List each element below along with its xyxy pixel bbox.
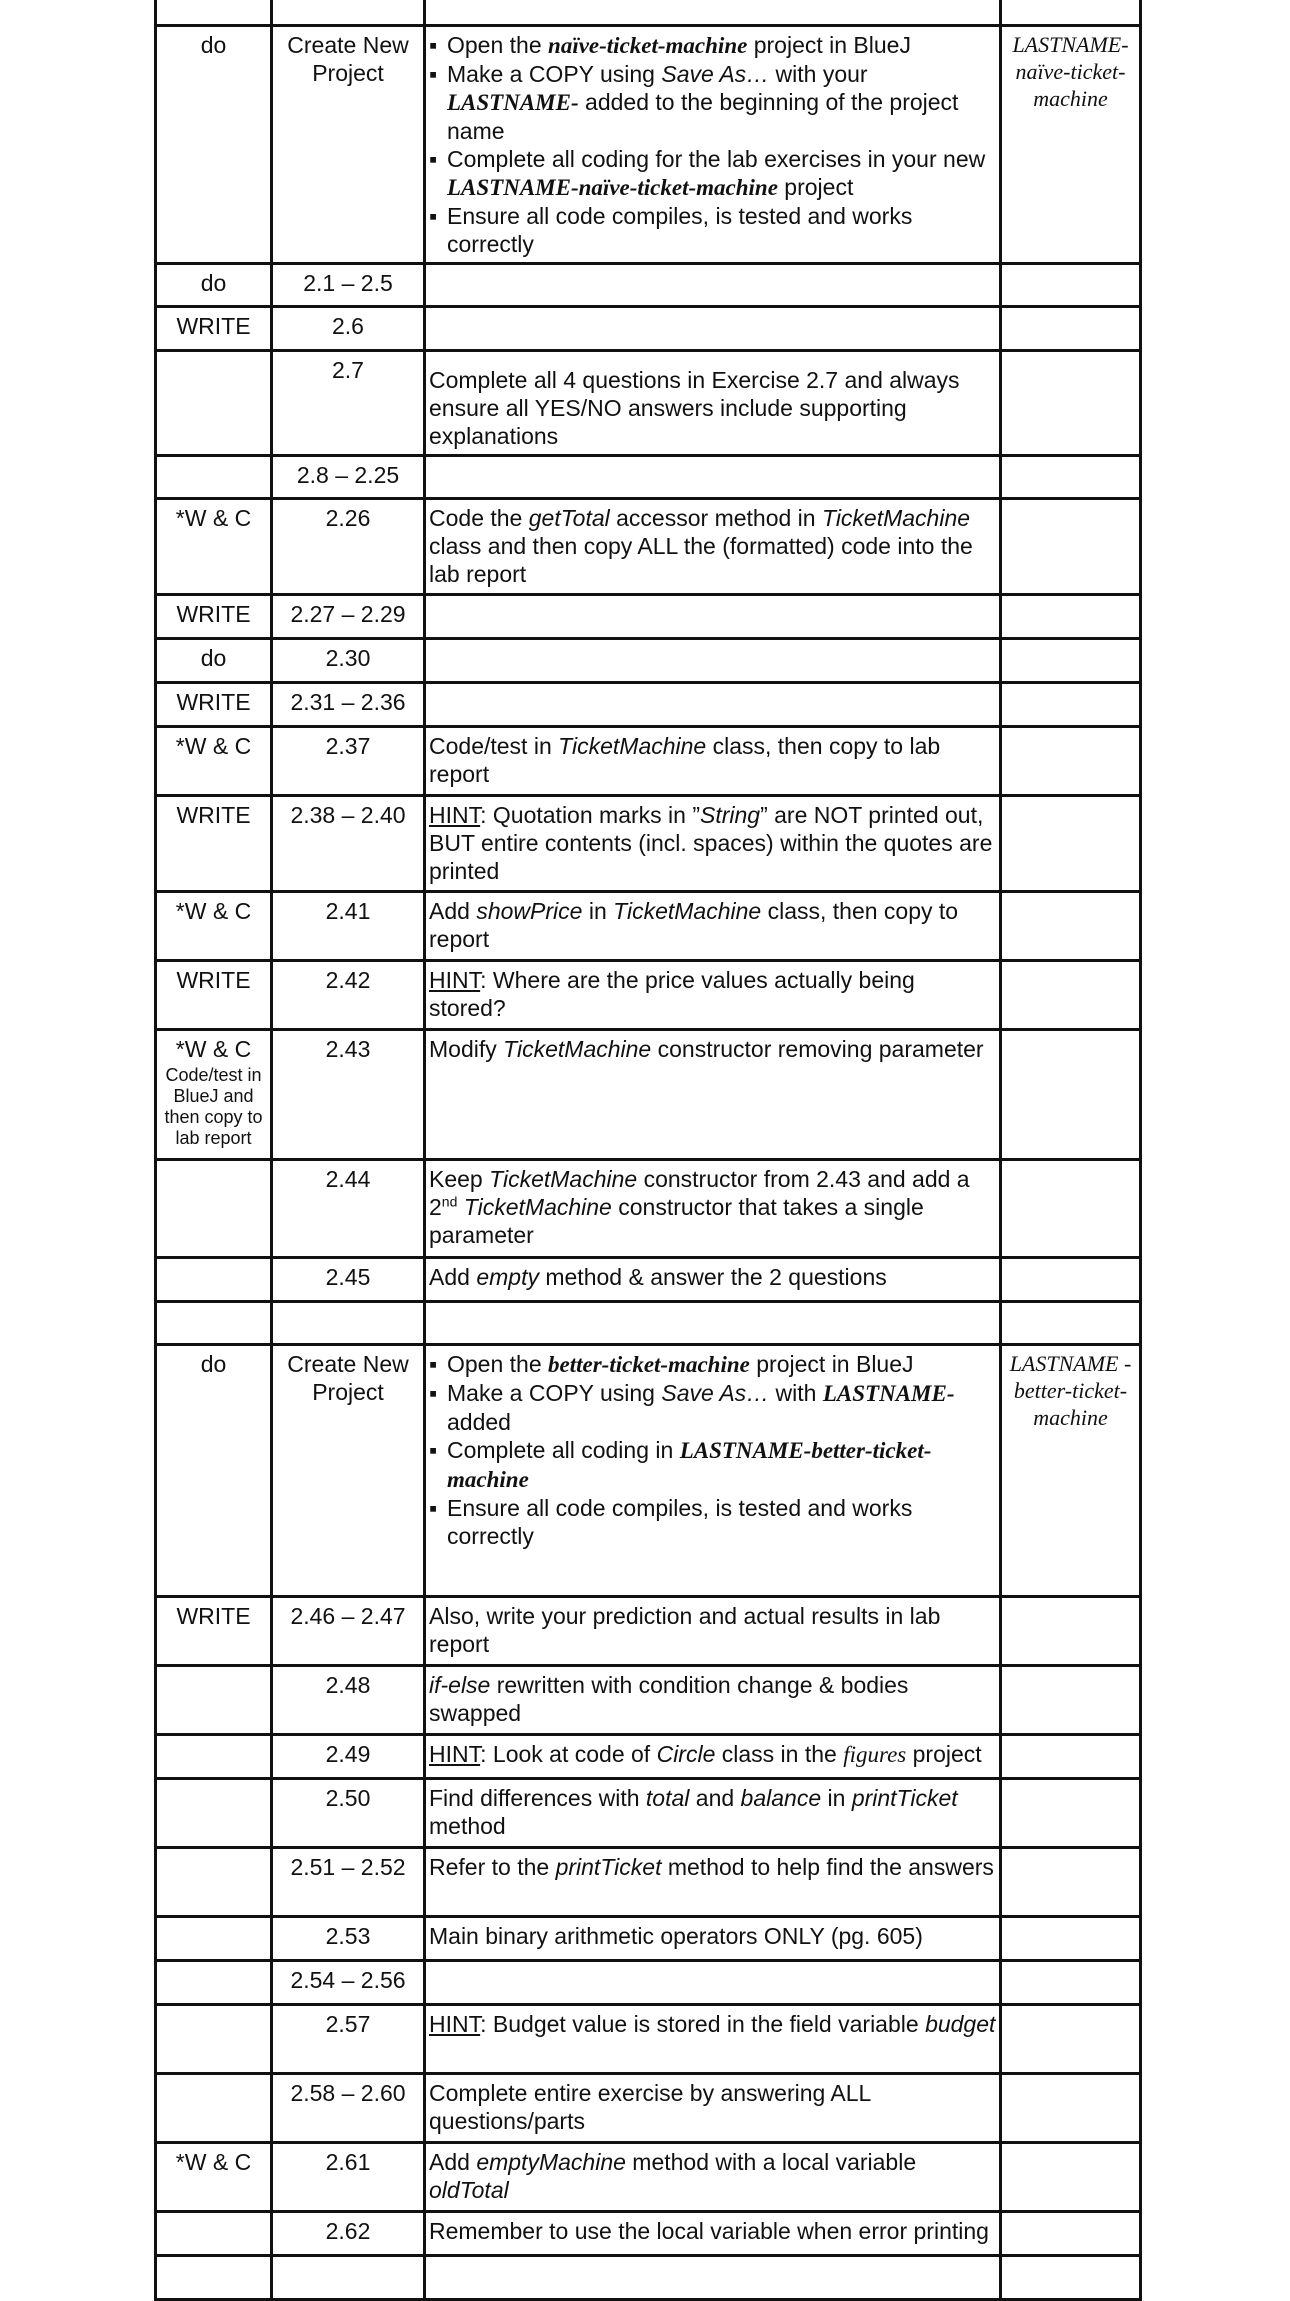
- table-row: [156, 2256, 1141, 2300]
- project-cell: [1001, 1666, 1141, 1735]
- note-cell: Complete all 4 questions in Exercise 2.7 and always ensure all YES/NO answers include supporting explanations: [425, 351, 1001, 456]
- type-cell: WRITE: [156, 796, 272, 892]
- list-item: ▪ Open the naïve-ticket-machine project in BlueJ: [429, 31, 996, 60]
- note-cell: [425, 683, 1001, 727]
- list-item: ▪ Complete all coding in LASTNAME-better-ticket-machine: [429, 1436, 996, 1494]
- project-cell: [1001, 351, 1141, 456]
- table-row: [156, 351, 1141, 456]
- exercise-cell: 2.51 – 2.52: [272, 1848, 425, 1917]
- table-row: [156, 2074, 1141, 2143]
- project-cell: [1001, 961, 1141, 1030]
- table-row: [156, 796, 1141, 892]
- project-cell: [1001, 1779, 1141, 1848]
- exercise-cell: 2.61: [272, 2143, 425, 2212]
- table-row: [156, 1597, 1141, 1666]
- type-cell: WRITE: [156, 307, 272, 351]
- exercise-cell: 2.37: [272, 727, 425, 796]
- list-item: ▪ Complete all coding for the lab exercises in your new LASTNAME-naïve-ticket-machine project: [429, 145, 996, 202]
- exercise-cell: 2.43: [272, 1030, 425, 1160]
- lab-exercise-table: [154, 0, 1142, 2301]
- project-cell: [1001, 264, 1141, 307]
- table-row: [156, 683, 1141, 727]
- project-cell: [1001, 2143, 1141, 2212]
- type-cell: [156, 1961, 272, 2005]
- table-row: [156, 307, 1141, 351]
- project-cell: LASTNAME - better-ticket-machine: [1001, 1345, 1141, 1597]
- exercise-cell: 2.27 – 2.29: [272, 595, 425, 639]
- table-row: [156, 456, 1141, 499]
- note-cell: Main binary arithmetic operators ONLY (pg. 605): [425, 1917, 1001, 1961]
- type-cell: *W & C: [156, 499, 272, 595]
- exercise-cell: 2.31 – 2.36: [272, 683, 425, 727]
- note-cell: [425, 639, 1001, 683]
- type-cell: do: [156, 264, 272, 307]
- type-cell: [156, 1258, 272, 1302]
- table-row: [156, 1030, 1141, 1160]
- table-row: [156, 639, 1141, 683]
- type-cell: WRITE: [156, 595, 272, 639]
- table-row: [156, 961, 1141, 1030]
- type-cell: *W & C Code/test in BlueJ and then copy to lab report: [156, 1030, 272, 1160]
- exercise-cell: 2.42: [272, 961, 425, 1030]
- note-cell: Code the getTotal accessor method in TicketMachine class and then copy ALL the (formatted) code into the lab report: [425, 499, 1001, 595]
- note-cell: [425, 264, 1001, 307]
- note-cell: [425, 26, 1001, 264]
- exercise-cell: 2.58 – 2.60: [272, 2074, 425, 2143]
- table-row: [156, 499, 1141, 595]
- type-cell: WRITE: [156, 1597, 272, 1666]
- list-item: ▪ Open the better-ticket-machine project in BlueJ: [429, 1350, 996, 1379]
- project-cell: [1001, 456, 1141, 499]
- exercise-cell: 2.8 – 2.25: [272, 456, 425, 499]
- table-row: [156, 1735, 1141, 1779]
- table-row: [156, 892, 1141, 961]
- type-cell: WRITE: [156, 961, 272, 1030]
- exercise-cell: 2.54 – 2.56: [272, 1961, 425, 2005]
- type-cell: WRITE: [156, 683, 272, 727]
- note-cell: [425, 307, 1001, 351]
- note-cell: [425, 0, 1001, 26]
- project-cell: [1001, 639, 1141, 683]
- type-cell: do: [156, 1345, 272, 1597]
- exercise-cell: 2.46 – 2.47: [272, 1597, 425, 1666]
- table-row: [156, 1345, 1141, 1597]
- type-cell: [156, 1160, 272, 1258]
- exercise-cell: 2.48: [272, 1666, 425, 1735]
- table-row: [156, 1160, 1141, 1258]
- exercise-cell: 2.26: [272, 499, 425, 595]
- project-cell: [1001, 1160, 1141, 1258]
- project-cell: [1001, 307, 1141, 351]
- exercise-cell: 2.6: [272, 307, 425, 351]
- project-cell: [1001, 1735, 1141, 1779]
- type-cell: *W & C: [156, 2143, 272, 2212]
- instruction-list: [429, 1350, 996, 1550]
- note-cell: Find differences with total and balance in printTicket method: [425, 1779, 1001, 1848]
- type-cell: [156, 1666, 272, 1735]
- project-cell: [1001, 1917, 1141, 1961]
- project-cell: [1001, 683, 1141, 727]
- note-cell: [425, 456, 1001, 499]
- instruction-list: [429, 31, 996, 258]
- type-note: Code/test in BlueJ and then copy to lab report: [164, 1065, 263, 1148]
- type-cell: [156, 1917, 272, 1961]
- type-cell: [156, 1848, 272, 1917]
- note-cell: HINT: Budget value is stored in the field variable budget: [425, 2005, 1001, 2074]
- exercise-cell: 2.53: [272, 1917, 425, 1961]
- type-cell: [156, 2212, 272, 2256]
- exercise-cell: 2.44: [272, 1160, 425, 1258]
- table-row: [156, 264, 1141, 307]
- table-row: [156, 727, 1141, 796]
- note-cell: [425, 1302, 1001, 1345]
- note-cell: Code/test in TicketMachine class, then copy to lab report: [425, 727, 1001, 796]
- note-cell: [425, 595, 1001, 639]
- list-item: ▪ Make a COPY using Save As… with your LASTNAME- added to the beginning of the project name: [429, 60, 996, 145]
- project-cell: [1001, 892, 1141, 961]
- note-cell: HINT: Look at code of Circle class in the figures project: [425, 1735, 1001, 1779]
- exercise-cell: 2.62: [272, 2212, 425, 2256]
- table-row: [156, 1779, 1141, 1848]
- project-cell: [1001, 727, 1141, 796]
- project-cell: [1001, 1030, 1141, 1160]
- exercise-cell: Create New Project: [272, 26, 425, 264]
- table-row: [156, 1848, 1141, 1917]
- exercise-cell: [272, 0, 425, 26]
- type-cell: [156, 2005, 272, 2074]
- exercise-cell: 2.7: [272, 351, 425, 456]
- project-cell: [1001, 1302, 1141, 1345]
- type-cell: [156, 1779, 272, 1848]
- note-cell: Add empty method & answer the 2 questions: [425, 1258, 1001, 1302]
- exercise-cell: 2.57: [272, 2005, 425, 2074]
- note-cell: Refer to the printTicket method to help find the answers: [425, 1848, 1001, 1917]
- table-row: [156, 2212, 1141, 2256]
- project-cell: [1001, 0, 1141, 26]
- table-row: [156, 2143, 1141, 2212]
- type-cell: do: [156, 26, 272, 264]
- type-cell: [156, 351, 272, 456]
- project-cell: [1001, 1258, 1141, 1302]
- exercise-cell: 2.50: [272, 1779, 425, 1848]
- table-row: [156, 1917, 1141, 1961]
- table-row: [156, 2005, 1141, 2074]
- exercise-cell: 2.45: [272, 1258, 425, 1302]
- project-cell: [1001, 1961, 1141, 2005]
- note-cell: Remember to use the local variable when error printing: [425, 2212, 1001, 2256]
- project-cell: [1001, 796, 1141, 892]
- note-cell: Modify TicketMachine constructor removing parameter: [425, 1030, 1001, 1160]
- exercise-cell: 2.1 – 2.5: [272, 264, 425, 307]
- type-cell: [156, 456, 272, 499]
- project-cell: [1001, 595, 1141, 639]
- exercise-cell: [272, 1302, 425, 1345]
- project-cell: [1001, 2212, 1141, 2256]
- table-row: [156, 595, 1141, 639]
- exercise-cell: 2.49: [272, 1735, 425, 1779]
- note-cell: [425, 1961, 1001, 2005]
- note-cell: HINT: Quotation marks in ”String” are NOT printed out, BUT entire contents (incl. spaces) within the quotes are printed: [425, 796, 1001, 892]
- note-cell: Also, write your prediction and actual results in lab report: [425, 1597, 1001, 1666]
- project-cell: [1001, 1597, 1141, 1666]
- note-cell: [425, 2256, 1001, 2300]
- list-item: ▪ Make a COPY using Save As… with LASTNAME- added: [429, 1379, 996, 1436]
- table-row: [156, 1258, 1141, 1302]
- type-cell: [156, 1302, 272, 1345]
- exercise-cell: 2.41: [272, 892, 425, 961]
- note-cell: Complete entire exercise by answering ALL questions/parts: [425, 2074, 1001, 2143]
- project-cell: [1001, 1848, 1141, 1917]
- type-cell: [156, 2074, 272, 2143]
- exercise-cell: Create New Project: [272, 1345, 425, 1597]
- project-cell: LASTNAME-naïve-ticket-machine: [1001, 26, 1141, 264]
- type-cell: [156, 0, 272, 26]
- table-row: [156, 1666, 1141, 1735]
- note-cell: Keep TicketMachine constructor from 2.43 and add a 2nd TicketMachine constructor that takes a single parameter: [425, 1160, 1001, 1258]
- note-cell: Add emptyMachine method with a local variable oldTotal: [425, 2143, 1001, 2212]
- list-item: ▪ Ensure all code compiles, is tested and works correctly: [429, 1494, 996, 1550]
- type-cell: do: [156, 639, 272, 683]
- exercise-cell: [272, 2256, 425, 2300]
- note-cell: [425, 1345, 1001, 1597]
- project-cell: [1001, 2005, 1141, 2074]
- exercise-cell: 2.38 – 2.40: [272, 796, 425, 892]
- table-row: [156, 1302, 1141, 1345]
- exercise-cell: 2.30: [272, 639, 425, 683]
- table-row: [156, 1961, 1141, 2005]
- table-row: [156, 26, 1141, 264]
- type-cell: *W & C: [156, 727, 272, 796]
- note-cell: Add showPrice in TicketMachine class, then copy to report: [425, 892, 1001, 961]
- type-cell: *W & C: [156, 892, 272, 961]
- note-cell: if-else rewritten with condition change & bodies swapped: [425, 1666, 1001, 1735]
- list-item: ▪ Ensure all code compiles, is tested and works correctly: [429, 202, 996, 258]
- table-row: [156, 0, 1141, 26]
- project-cell: [1001, 2256, 1141, 2300]
- type-cell: [156, 1735, 272, 1779]
- project-cell: [1001, 499, 1141, 595]
- note-cell: HINT: Where are the price values actually being stored?: [425, 961, 1001, 1030]
- project-cell: [1001, 2074, 1141, 2143]
- type-cell: [156, 2256, 272, 2300]
